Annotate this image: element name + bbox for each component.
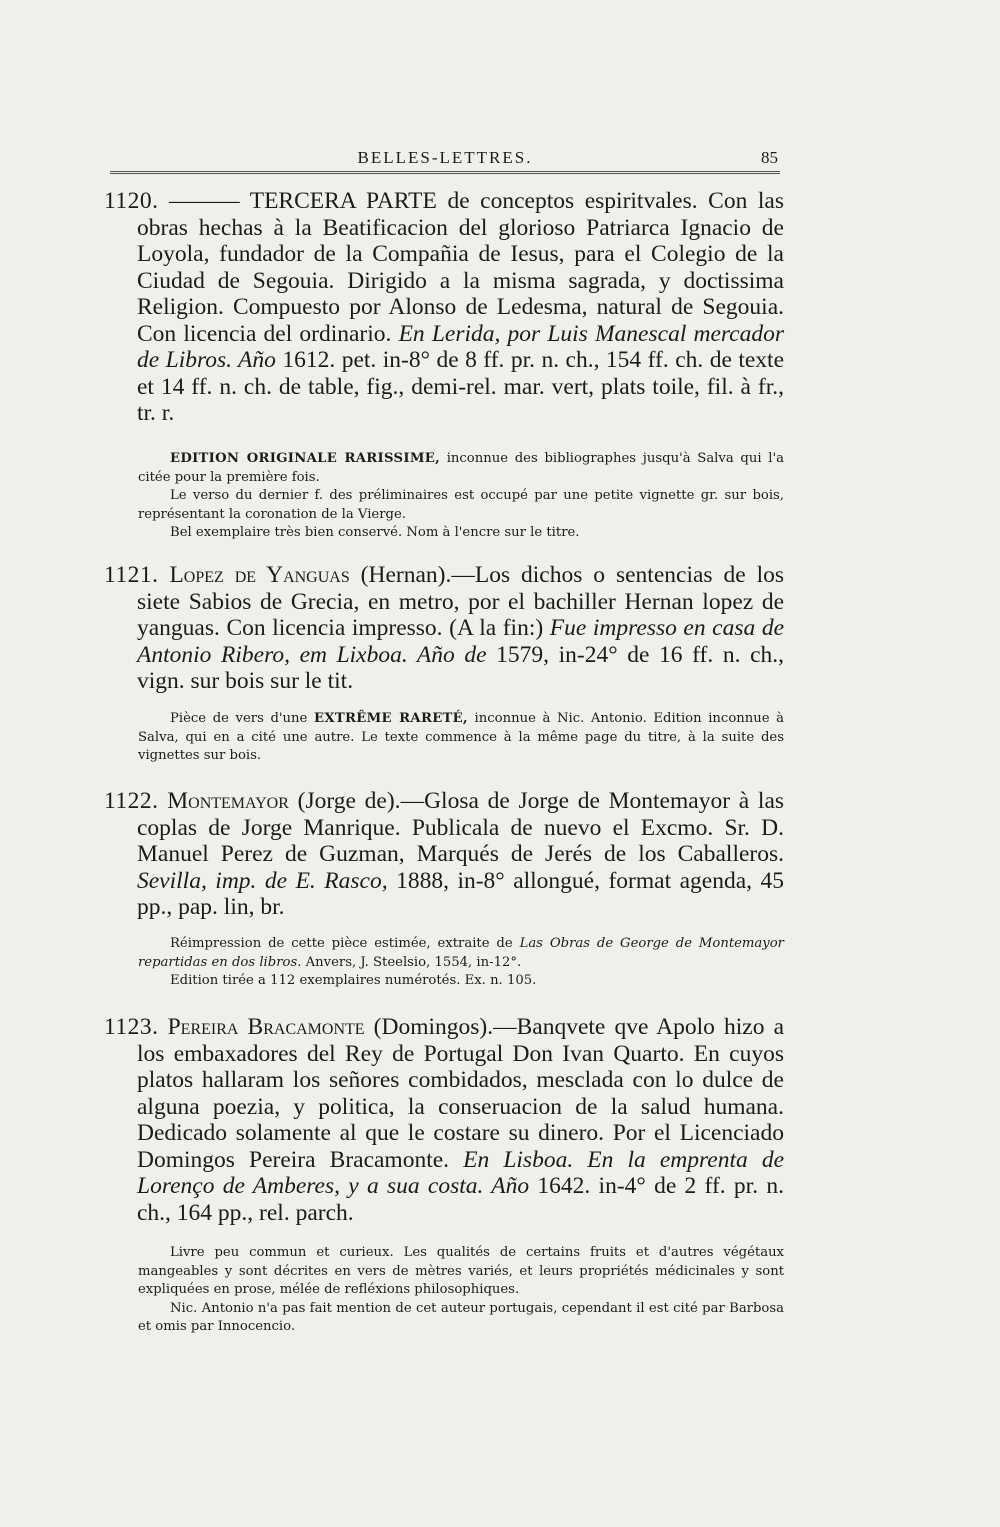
note-text: Le verso du dernier f. des préliminaires est occupé par une petite vignette gr. sur bois, représentant la coronation de la Vierge. (138, 488, 784, 522)
note-text: Bel exemplaire très bien conservé. Nom à l'encre sur le titre. (170, 525, 580, 540)
note-paragraph (138, 450, 784, 487)
entry-details: 1888, in-8° allongué, format agenda, 45 pp., pap. lin, br. (137, 867, 784, 920)
entry-title: —Los dichos o sentencias de los siete Sabios de Grecia, en metro, por el bachiller Hernan lopez de yanguas. Con licencia impresso. (A la fin:) (137, 562, 784, 641)
entry-title: TERCERA PARTE de conceptos espiritvales. Con las obras hechas à la Beatificacion del glorioso Patriarca Ignacio de Loyola, fundador de la Compañia de Iesus, para el Colegio de la Ciudad de Segouia. Dirigido a la misma sagrada, y doctissima Religion. Compuesto por Alonso de Ledesma, natural de Segouia. Con licencia del ordinario. (137, 188, 784, 347)
note-text: inconnue à Nic. Antonio. Edition inconnue à Salva, qui en a cité une autre. Le texte commence à la même page du titre, à la suite des vignettes sur bois. (138, 711, 785, 763)
entry-1123-notes (138, 1244, 784, 1337)
note-paragraph (138, 972, 784, 991)
entry-imprint: En Lerida, por Luis Manescal mercador de Libros. Año (137, 320, 784, 373)
note-text: Nic. Antonio n'a pas fait mention de cet auteur portugais, cependant il est cité par Barbosa et omis par Innocencio. (138, 1300, 784, 1334)
entry-author-given: (Domingos). (373, 1014, 494, 1040)
entry-author: Montemayor (167, 788, 289, 814)
note-paragraph (138, 524, 784, 543)
note-paragraph (138, 1244, 784, 1300)
note-text: Livre peu commun et curieux. Les qualités de certains fruits et d'autres végétaux mangeables y sont décrites en vers de mètres variés, et leurs propriétés médicinales y sont expliquées en prose, mélée de refléxions philosophiques. (138, 1245, 784, 1297)
entry-number: 1123. (104, 1014, 159, 1040)
note-text: Edition tirée a 112 exemplaires numérotés. Ex. n. 105. (170, 973, 537, 988)
running-head (110, 148, 780, 170)
entry-author-given: (Hernan). (360, 562, 452, 588)
entry-dash: ——— (169, 188, 240, 214)
entry-1123 (104, 1014, 784, 1226)
note-text: Anvers, J. Steelsio, 1554, in-12°. (305, 954, 522, 970)
entry-1121 (104, 562, 784, 695)
entry-details: 1612. pet. in-8° de 8 ff. pr. n. ch., 154 ff. ch. de texte et 14 ff. n. ch. de table, fig., demi-rel. mar. vert, plats toile, fil. à fr., tr. r. (137, 347, 785, 426)
entry-author: Pereira Bracamonte (167, 1014, 365, 1040)
entry-body (104, 788, 784, 921)
entry-imprint: Fue impresso en casa de Antonio Ribero, em Lixboa. Año de (137, 615, 785, 668)
note-paragraph (138, 1300, 784, 1337)
note-paragraph (138, 935, 784, 972)
entry-1120-notes (138, 450, 784, 543)
entry-body (104, 1014, 784, 1226)
entry-1121-notes (138, 710, 784, 766)
note-text: inconnue des bibliographes jusqu'à Salva qui l'a citée pour la première fois. (138, 451, 785, 485)
entry-number: 1121. (104, 562, 159, 588)
entry-author: Lopez de Yanguas (169, 562, 350, 588)
note-italic: Las Obras de George de Montemayor repartidas en dos libros. (138, 936, 784, 970)
entry-number: 1120. (104, 188, 159, 214)
note-paragraph (138, 487, 784, 524)
header-rule (110, 171, 780, 174)
entry-number: 1122. (104, 788, 159, 814)
entry-author-given: (Jorge de). (297, 788, 401, 814)
entry-1120 (104, 188, 784, 427)
note-paragraph (138, 710, 784, 766)
entry-body (104, 562, 784, 695)
page-number: 85 (761, 148, 778, 167)
note-caps-prefix: Pièce de vers d'une (170, 711, 308, 726)
entry-title: —Banqvete qve Apolo hizo a los embaxadores del Rey de Portugal Don Ivan Quarto. En cuyos platos hallaram los señores combidados, mesclada con lo dulce de alguna poezia, y politica, la conseruacion de la salud humana. Dedicado solamente al que le costare su dinero. Por el Licenciado Domingos Pereira Bracamonte. (137, 1014, 784, 1173)
note-caps: EXTRÊME RARETÉ, (313, 711, 468, 726)
entry-body (104, 188, 784, 427)
entry-imprint: En Lisboa. En la emprenta de Lorenço de Amberes, y a sua costa. Año (137, 1146, 785, 1199)
entry-title: —Glosa de Jorge de Montemayor à las coplas de Jorge Manrique. Publicala de nuevo el Excmo. Sr. D. Manuel Perez de Guzman, Marqués de Jerés de los Caballeros. (137, 788, 785, 867)
entry-1122-notes (138, 935, 784, 991)
entry-1122 (104, 788, 784, 921)
entry-imprint: Sevilla, imp. de E. Rasco, (137, 867, 388, 894)
note-caps: EDITION ORIGINALE RARISSIME, (170, 451, 440, 466)
running-title: BELLES-LETTRES. (357, 148, 533, 167)
entry-details: 1642. in-4° de 2 ff. pr. n. ch., 164 pp., rel. parch. (137, 1173, 784, 1226)
entry-details: 1579, in-24° de 16 ff. n. ch., vign. sur bois sur le tit. (137, 641, 785, 694)
note-text-before: Réimpression de cette pièce estimée, extraite de (170, 936, 513, 951)
